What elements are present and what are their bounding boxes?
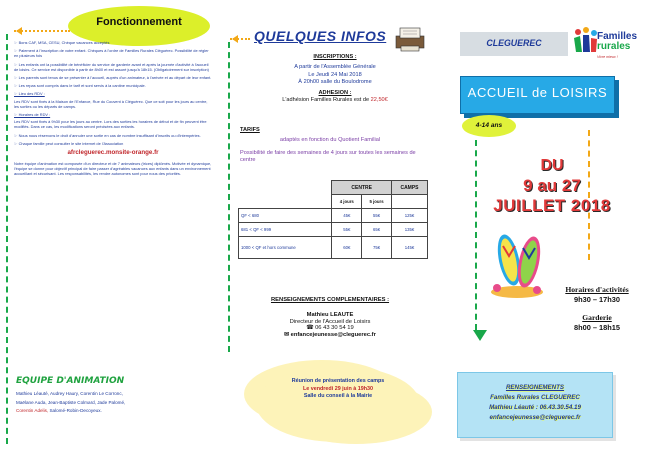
- table-cell: 60€: [332, 237, 362, 259]
- date-line: DU: [540, 157, 564, 174]
- dashed-bracket: [6, 34, 12, 444]
- renseignements-text: [457, 383, 613, 423]
- paragraph: ☞ Paiement à l'inscription de votre enfant. Chèques à l'ordre de Familles Rurales Cléguérec. Possibilité de régler en plusieurs fois: [14, 48, 209, 59]
- tarifs-title: TARIFS: [240, 127, 260, 133]
- note: ☞ Chaque famille peut consulter le site internet de l'Association: [14, 140, 124, 146]
- fonctionnement-text: [14, 40, 212, 180]
- table-cell: 55€: [362, 209, 392, 223]
- table-cell: 65€: [362, 223, 392, 237]
- table-cell: [239, 195, 332, 209]
- team-title: EQUIPE D'ANIMATION: [16, 376, 125, 386]
- table-cell: 125€: [391, 209, 427, 223]
- adhesion-text: L'adhésion Familles Rurales est de: [282, 97, 371, 104]
- dashed-bracket: [228, 42, 230, 352]
- horaires-heading: ☞ Horaires de RDV :: [14, 112, 51, 118]
- contact-email[interactable]: ✉ enfancejeunesse@cleguerec.fr: [284, 332, 376, 339]
- team-line: Maëlane Auda, Jean-Baptiste Colmard, Jade Palomé,: [16, 399, 126, 405]
- paragraph: ☞ Bons CAF, MSA, CESU, Chèque vacances acceptés: [14, 40, 110, 45]
- tarifs-line: Possibilité de faire des semaines de 4 jours sur toutes les semaines de centre: [240, 149, 416, 164]
- paragraph: ☞ Les repas sont compris dans le tarif et sont servis à la cantine municipale.: [14, 83, 146, 89]
- paragraph: ☞ Les enfants ont la possibilité de bénéficier du service de garderie avant et après la journée d'activité à l'accueil de loisirs. Ce service est disponible à partir de 8h00 et est assuré jusqu'à 18h15. (Obligatoirement sur inscription): [14, 61, 209, 72]
- horaires-text: Les RDV sont fixés à 9h30 pour les jours au centre. Lors des sorties les horaires de début et de fin peuvent être modifiés. Dans ce cas, les modifications seront précisées aux enfants.: [14, 119, 207, 130]
- quelques-infos-title: QUELQUES INFOS: [254, 28, 387, 44]
- adhesion-amount: 22,50€: [370, 97, 388, 104]
- lieu-text: Les RDV sont fixés à la Maison de l'Enfance, Rue du Couvent à Cléguérec. Que ce soit pour les jours au centre, les sorties ou les départs de camps.: [14, 98, 208, 109]
- reunion-line: Salle du conseil à la Mairie: [303, 393, 373, 400]
- ins-line: À 20h00 salle du Boulodrome: [298, 79, 372, 86]
- info-line: Familles Rurales CLEGUEREC: [490, 394, 580, 401]
- left-panel: [0, 0, 216, 459]
- table-header: CENTRE: [332, 181, 392, 195]
- info-title: RENSEIGNEMENTS: [505, 384, 565, 391]
- age-badge: 4-14 ans: [462, 115, 516, 137]
- team-intro: Notre équipe d'animation est composée d'un directeur et de 7 animateurs (trices) diplômés. Motivée et dynamique, l'équipe se donne pour objectif principal de faire passer d'agréables vacances aux enfants dans un environnement accueillant et sécurisant. Les responsabilités, les rendre autonomes sont pour nous des priorités.: [14, 161, 212, 177]
- website-link[interactable]: afrcleguerec.monsite-orange.fr: [67, 149, 159, 157]
- contact-role: Directeur de l'Accueil de Loisirs: [289, 318, 371, 325]
- adhesion-line: [260, 97, 410, 104]
- table-cell: [391, 195, 427, 209]
- accueil-title: ACCUEIL de LOISIRS: [467, 85, 608, 100]
- table-cell: 45€: [332, 209, 362, 223]
- town-name: CLEGUEREC: [486, 38, 542, 48]
- info-line: Mathieu Léauté : 06.43.30.54.19: [489, 404, 581, 411]
- table-row: [239, 223, 428, 237]
- hours-block: [543, 285, 650, 341]
- table-cell: 145€: [391, 237, 427, 259]
- reunion-line: Réunion de présentation des camps: [291, 378, 385, 384]
- dotted-arrow-icon: [230, 38, 250, 42]
- team-list: [16, 390, 212, 416]
- inscriptions-title: INSCRIPTIONS :: [313, 54, 357, 60]
- tarifs-table: [238, 180, 428, 259]
- renseignements-block: [240, 297, 420, 339]
- table-cell: 1000 < QF et hors commune: [239, 237, 332, 259]
- table-cell: 681 < QF < 999: [239, 223, 332, 237]
- reunion-date: Le vendredi 29 juin à 19h30: [302, 385, 374, 392]
- table-row: [239, 209, 428, 223]
- tarifs-block: [240, 127, 420, 165]
- fonctionnement-heading: Fonctionnement: [96, 16, 182, 28]
- date-block: [457, 156, 647, 216]
- renseignements-title: RENSEIGNEMENTS COMPLEMENTAIRES :: [270, 297, 390, 303]
- date-line: JUILLET 2018: [493, 196, 611, 215]
- middle-panel: [216, 0, 433, 459]
- table-cell: QF < 680: [239, 209, 332, 223]
- table-subheader: 5 jours: [362, 195, 392, 209]
- garderie-value: 8h00 – 18h15: [573, 323, 621, 332]
- adhesion-title: ADHESION :: [318, 89, 352, 96]
- logo-text: [597, 32, 647, 52]
- team-line: Mathieu Léauté, Audrey Haury, Corentin Le Corronc,: [16, 391, 123, 396]
- hours-title: Horaires d'activités: [565, 285, 629, 294]
- contact-name: Mathieu LEAUTE: [306, 311, 354, 318]
- printer-icon: [392, 26, 428, 52]
- ins-line: A partir de l'Assemblée Générale: [294, 64, 376, 71]
- table-cell: 135€: [391, 223, 427, 237]
- contact-phone: ☎ 06 43 30 54 19: [306, 325, 354, 332]
- familles-rurales-logo-icon: [570, 26, 600, 54]
- table-header: CAMPS: [391, 181, 427, 195]
- table-subheader: 4 jours: [332, 195, 362, 209]
- hours-value: 9h30 – 17h30: [573, 295, 621, 304]
- info-email[interactable]: enfancejeunesse@cleguerec.fr: [489, 414, 581, 421]
- logo-tagline: Vivre mieux !: [597, 55, 618, 59]
- logo-line: rurales: [597, 41, 631, 52]
- tarifs-line: adaptés en fonction du Quotient Familial: [279, 137, 381, 144]
- right-panel: [433, 0, 650, 459]
- arrow-down-icon: [473, 330, 487, 348]
- table-cell: 55€: [332, 223, 362, 237]
- table-cell: [239, 181, 332, 195]
- note: ☞ Nous nous réservons le droit d'annuler une sortie en cas de nombre insuffisant d'inscrits ou d'intempéries.: [14, 132, 201, 138]
- ins-line: Le Jeudi 24 Mai 2018: [308, 71, 362, 78]
- lieu-heading: ☞ Lieu des RDV :: [14, 91, 45, 97]
- date-line: 9 au 27: [523, 176, 581, 195]
- table-cell: 75€: [362, 237, 392, 259]
- inscriptions-block: [260, 54, 410, 104]
- paragraph: ☞ Les parents sont tenus de se présenter à l'accueil, auprès d'un animateur, à l'arrivée et au départ de leur enfant.: [14, 75, 212, 81]
- logo-line: Familles: [597, 31, 638, 42]
- team-member: Salomé-Robin-Decoyeux.: [48, 408, 102, 413]
- table-row: [239, 237, 428, 259]
- dotted-arrow-icon: [14, 30, 70, 35]
- garderie-title: Garderie: [582, 313, 612, 322]
- reunion-text: [260, 378, 416, 401]
- team-line: [16, 407, 212, 416]
- team-member-red: Corentin Adelis,: [16, 408, 49, 413]
